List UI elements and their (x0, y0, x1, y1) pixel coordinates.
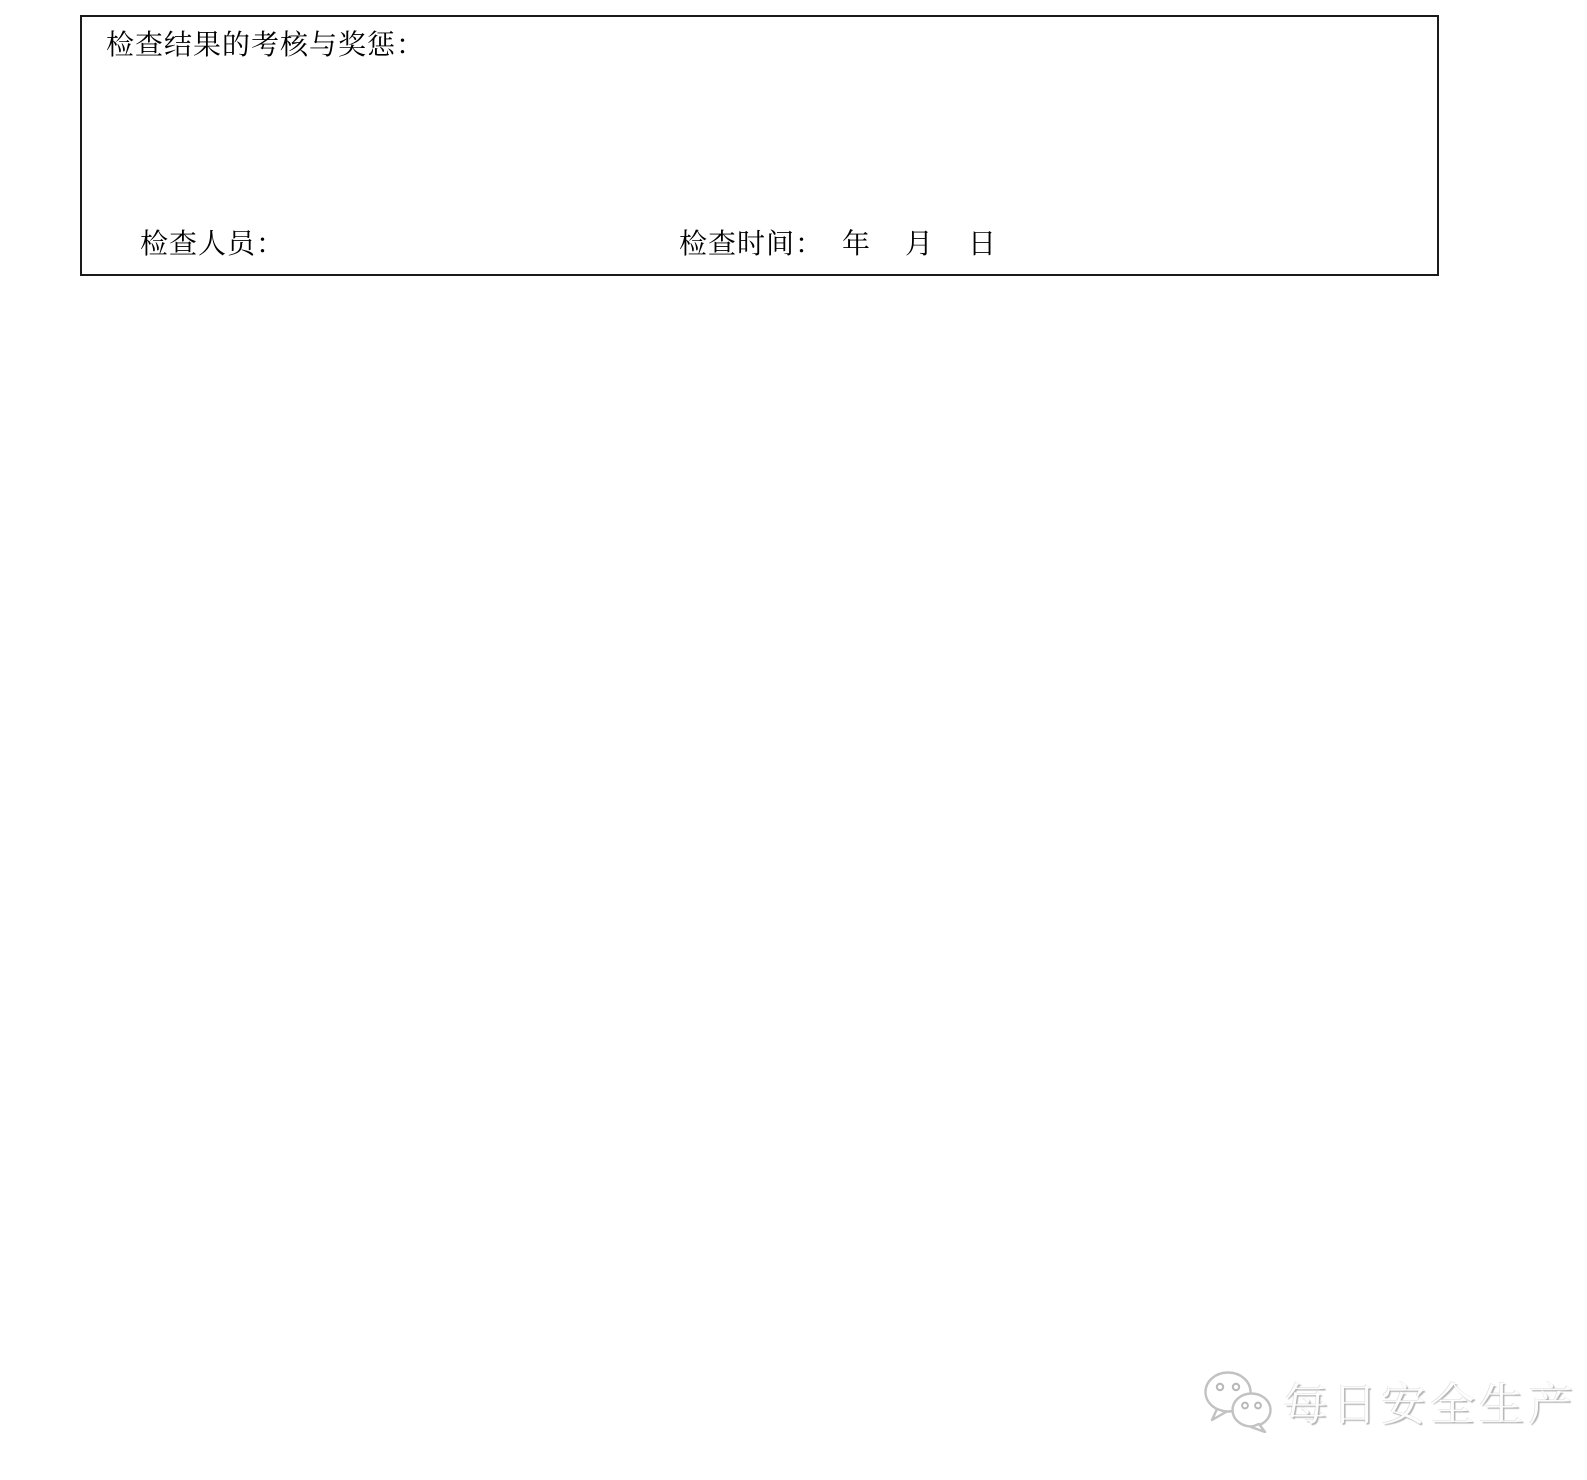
inspection-time-label: 检查时间： (679, 229, 825, 260)
inspector-label: 检查人员： (140, 229, 286, 260)
wechat-icon (1203, 1369, 1275, 1433)
watermark (1203, 1368, 1577, 1433)
assessment-label: 检查结果的考核与奖惩： (106, 30, 426, 61)
footer-row (81, 16, 1438, 275)
safety-checklist-table (80, 15, 1439, 276)
date-placeholder: 年 月 日 (842, 229, 1011, 260)
watermark-text: 每日安全生产 (1283, 1379, 1578, 1430)
inspection-time-line (679, 224, 1010, 266)
footer-cell (81, 16, 1438, 275)
